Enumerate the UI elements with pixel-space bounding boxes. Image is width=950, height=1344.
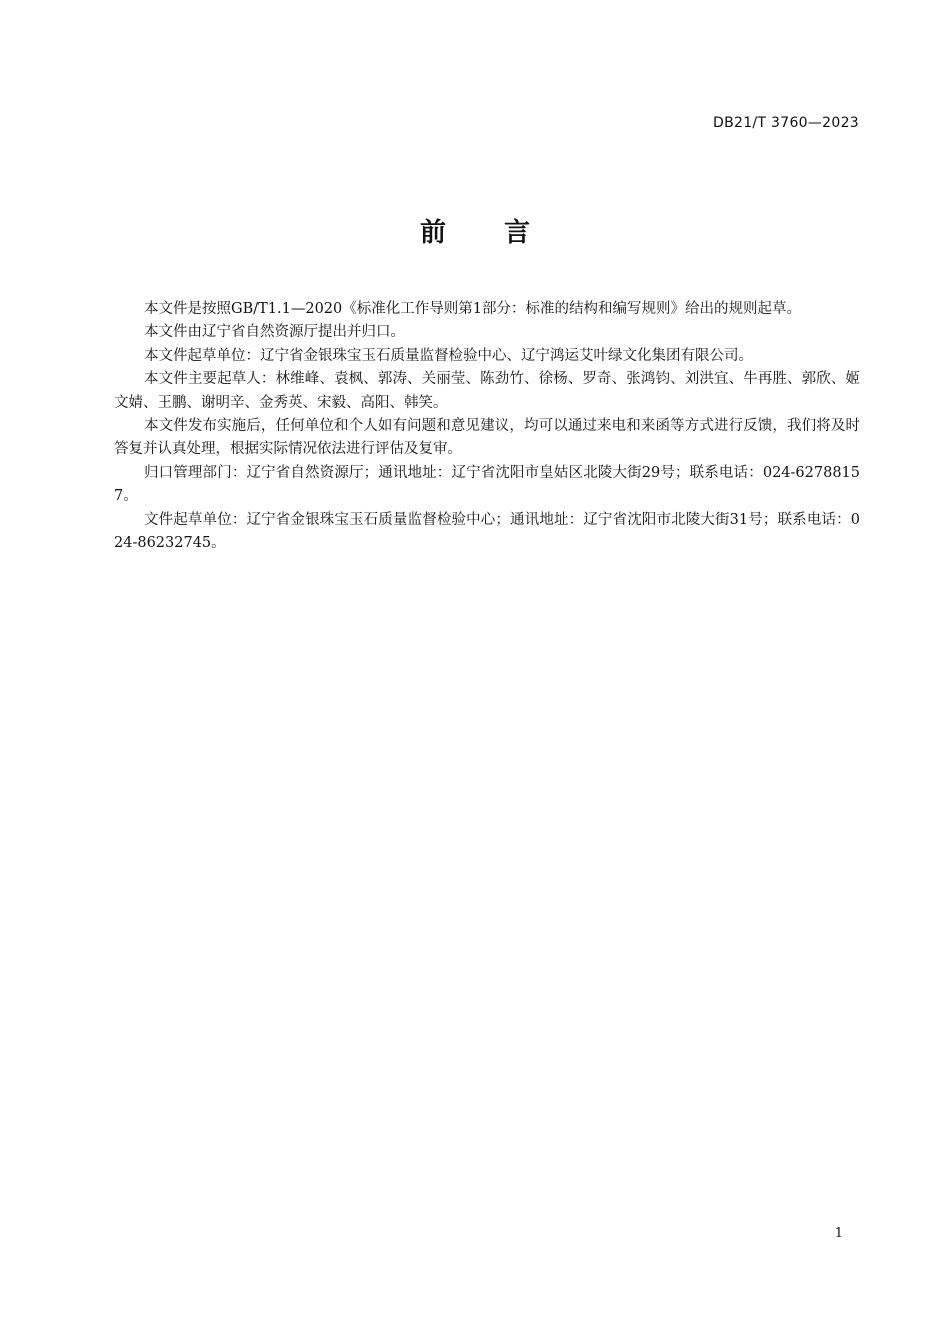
paragraph-drafters: 本文件主要起草人：林维峰、袁枫、郭涛、关丽莹、陈劲竹、徐杨、罗奇、张鸿钧、刘洪宜、牛再胜、郭欣、姬文婧、王鹏、谢明辛、金秀英、宋毅、高阳、韩笑。: [114, 371, 860, 411]
document-code: DB21/T 3760—2023: [713, 115, 859, 131]
paragraph-proposer: 本文件由辽宁省自然资源厅提出并归口。: [144, 324, 405, 341]
foreword-body: [114, 298, 860, 555]
page-number: 1: [834, 1226, 843, 1241]
paragraph-drafting-contact: 文件起草单位：辽宁省金银珠宝玉石质量监督检验中心；通讯地址：辽宁省沈阳市北陵大街31号；联系电话：024-86232745。: [114, 511, 860, 552]
paragraph-feedback: 本文件发布实施后，任何单位和个人如有问题和意见建议，均可以通过来电和来函等方式进行反馈，我们将及时答复并认真处理，根据实际情况依法进行评估及复审。: [114, 418, 860, 458]
section-title: 前言: [419, 218, 588, 248]
paragraph-drafting-units: 本文件起草单位：辽宁省金银珠宝玉石质量监督检验中心、辽宁鸿运艾叶绿文化集团有限公司。: [144, 347, 753, 364]
paragraph-drafting-rules: 本文件是按照GB/T1.1—2020《标准化工作导则第1部分：标准的结构和编写规则》给出的规则起草。: [144, 301, 801, 317]
paragraph-management-department: 归口管理部门：辽宁省自然资源厅；通讯地址：辽宁省沈阳市皇姑区北陵大街29号；联系电话：024-62788157。: [114, 464, 860, 505]
